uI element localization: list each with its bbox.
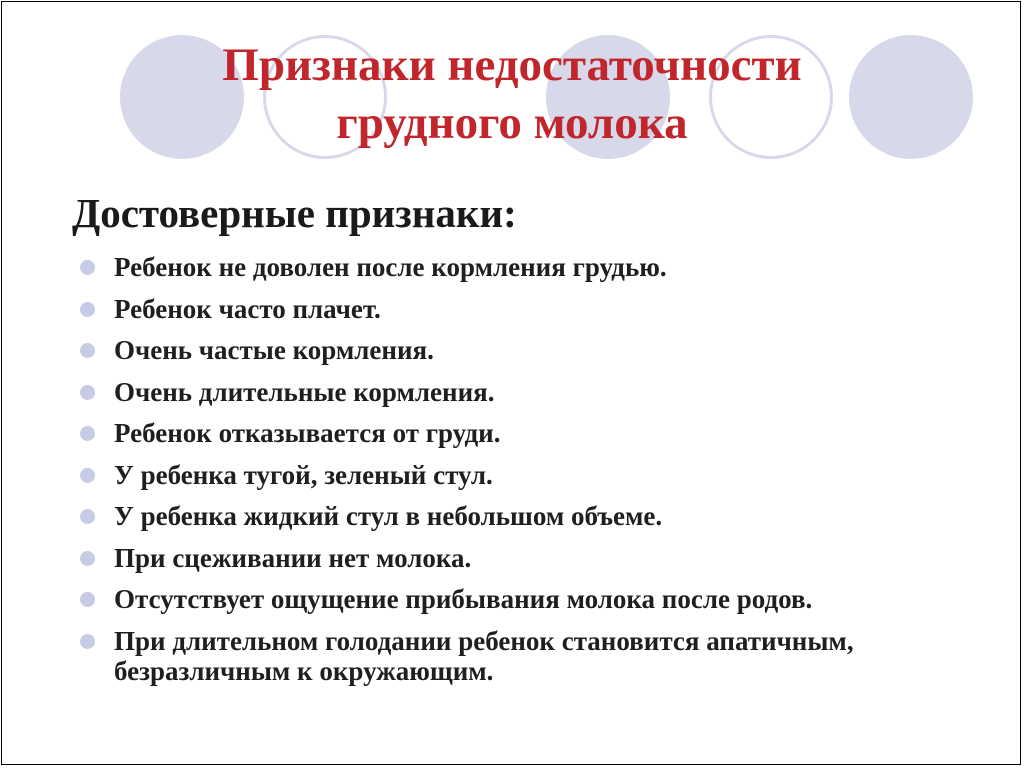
list-item-text: У ребенка жидкий стул в небольшом объеме. (114, 501, 663, 531)
list-item-text: Ребенок часто плачет. (114, 293, 381, 324)
section-heading: Достоверные признаки: (72, 190, 517, 236)
list-item (78, 377, 978, 407)
slide-title-line-1: Признаки недостаточности (222, 39, 802, 91)
bullet-icon (80, 260, 95, 275)
list-item-text: Ребенок отказывается от груди. (114, 418, 501, 448)
bullet-icon (80, 634, 95, 649)
bullet-icon (80, 468, 95, 483)
list-item (78, 584, 978, 614)
bullet-icon (80, 509, 95, 524)
signs-list (78, 252, 978, 697)
list-item-text: Очень частые кормления. (114, 335, 434, 365)
list-item (78, 294, 978, 324)
list-item (78, 460, 978, 490)
bullet-icon (80, 302, 95, 317)
bullet-icon (80, 426, 95, 441)
bullet-icon (80, 592, 95, 607)
list-item (78, 543, 978, 573)
slide-title (110, 36, 914, 152)
list-item-text: У ребенка тугой, зеленый стул. (114, 459, 493, 490)
bullet-icon (80, 343, 95, 358)
list-item-text: При сцеживании нет молока. (114, 542, 472, 573)
list-item-text: Очень длительные кормления. (114, 376, 495, 407)
list-item-text: Ребенок не доволен после кормления грудью. (114, 252, 667, 282)
bullet-icon (80, 551, 95, 566)
list-item (78, 501, 978, 531)
bullet-icon (80, 385, 95, 400)
list-item (78, 418, 978, 448)
slide-title-line-2: грудного молока (336, 97, 688, 149)
list-item (78, 252, 978, 282)
list-item (78, 335, 978, 365)
list-item (78, 626, 978, 686)
list-item-text: Отсутствует ощущение прибывания молока после родов. (114, 584, 813, 614)
list-item-text: При длительном голодании ребенок становится апатичным, безразличным к окружающим. (114, 625, 854, 686)
